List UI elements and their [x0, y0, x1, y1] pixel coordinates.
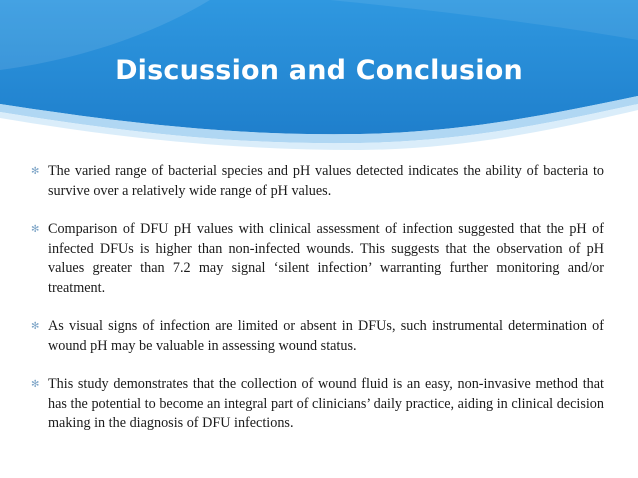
bullet-item — [31, 220, 604, 298]
asterisk-icon: ✻ — [31, 224, 40, 235]
bullet-text: This study demonstrates that the collection of wound fluid is an easy, non-invasive method that has the potential to become an integral part of clinicians’ daily practice, aiding in clinical decision making in the diagnosis of DFU infections. — [48, 376, 604, 431]
bullet-item — [31, 317, 604, 356]
slide-title: Discussion and Conclusion — [115, 55, 523, 86]
bullet-text: The varied range of bacterial species and pH values detected indicates the ability of bacteria to survive over a relatively wide range of pH values. — [48, 163, 604, 199]
bullet-item — [31, 162, 604, 201]
asterisk-icon: ✻ — [31, 321, 40, 332]
asterisk-icon: ✻ — [31, 166, 40, 177]
bullet-list — [0, 162, 638, 453]
bullet-item — [31, 375, 604, 434]
bullet-text: Comparison of DFU pH values with clinical assessment of infection suggested that the pH of infected DFUs is higher than non-infected wounds. This suggests that the observation of pH values greater than 7.2 may signal ‘silent infection’ warranting further monitoring and/or treatment. — [48, 221, 604, 296]
asterisk-icon: ✻ — [31, 379, 40, 390]
bullet-text: As visual signs of infection are limited or absent in DFUs, such instrumental determination of wound pH may be valuable in assessing wound status. — [48, 318, 604, 354]
